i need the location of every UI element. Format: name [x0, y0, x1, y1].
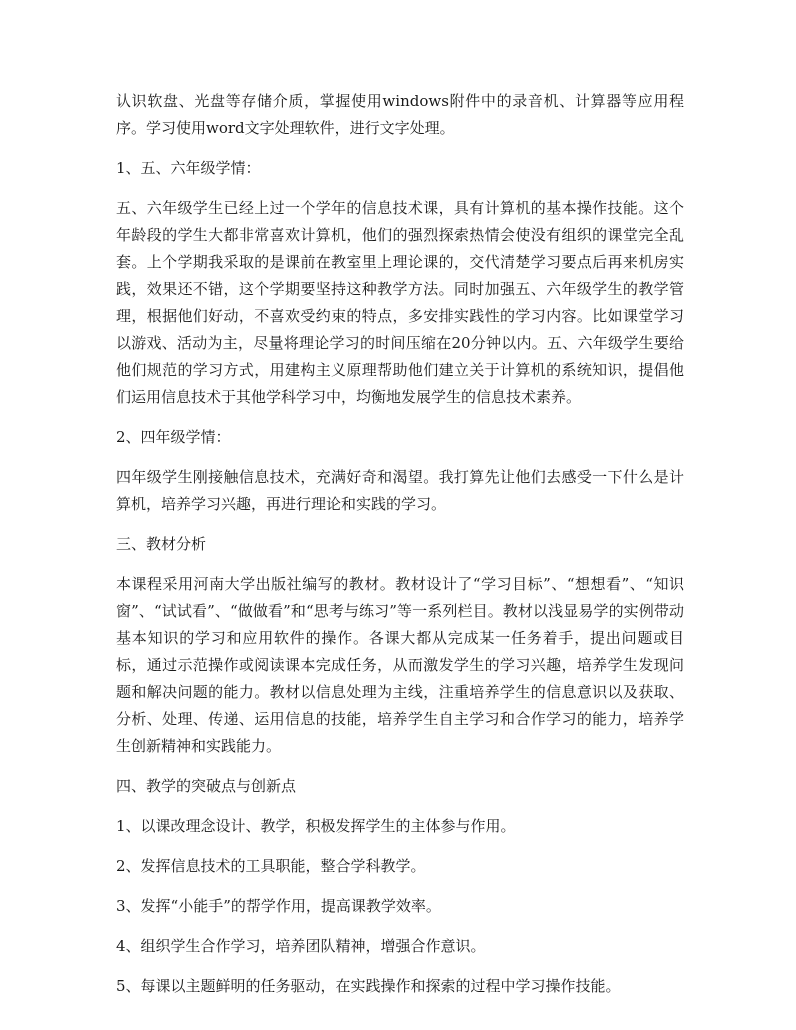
list-item-4: 4、组织学生合作学习，培养团队精神，增强合作意识。	[116, 937, 486, 955]
list-item-2: 2、发挥信息技术的工具职能，整合学科教学。	[116, 857, 426, 875]
heading-grade4: 2、四年级学情：	[116, 428, 231, 446]
paragraph-intro: 认识软盘、光盘等存储介质，掌握使用windows附件中的录音机、计算器等应用程序。学习使用word文字处理软件，进行文字处理。	[116, 92, 684, 137]
paragraph-textbook-analysis: 本课程采用河南大学出版社编写的教材。教材设计了“学习目标”、“想想看”、“知识窗”、“试试看”、“做做看”和“思考与练习”等一系列栏目。教材以浅显易学的实例带动基本知识的学习和应用软件的操作。各课大都从完成某一任务着手，提出问题或目标，通过示范操作或阅读课本完成任务，从而激发学生的学习兴趣，培养学生发现问题和解决问题的能力。教材以信息处理为主线，注重培养学生的信息意识以及获取、分析、处理、传递、运用信息的技能，培养学生自主学习和合作学习的能力，培养学生创新精神和实践能力。	[116, 575, 684, 755]
document-body	[116, 88, 684, 1013]
heading-textbook-analysis: 三、教材分析	[116, 535, 207, 553]
paragraph-grade4: 四年级学生刚接触信息技术，充满好奇和渴望。我打算先让他们去感受一下什么是计算机，培养学习兴趣，再进行理论和实践的学习。	[116, 468, 684, 513]
heading-grade56: 1、五、六年级学情：	[116, 159, 261, 177]
paragraph-grade56: 五、六年级学生已经上过一个学年的信息技术课，具有计算机的基本操作技能。这个年龄段的学生大都非常喜欢计算机，他们的强烈探索热情会使没有组织的课堂完全乱套。上个学期我采取的是课前在教室里上理论课的，交代清楚学习要点后再来机房实践，效果还不错，这个学期要坚持这种教学方法。同时加强五、六年级学生的教学管理，根据他们好动，不喜欢受约束的特点，多安排实践性的学习内容。比如课堂学习以游戏、活动为主，尽量将理论学习的时间压缩在20分钟以内。五、六年级学生要给他们规范的学习方式，用建构主义原理帮助他们建立关于计算机的系统知识，提倡他们运用信息技术于其他学科学习中，均衡地发展学生的信息技术素养。	[116, 199, 684, 406]
heading-innovation-points: 四、教学的突破点与创新点	[116, 777, 297, 795]
list-item-3: 3、发挥“小能手”的帮学作用，提高课教学效率。	[116, 897, 441, 915]
list-item-1: 1、以课改理念设计、教学，积极发挥学生的主体参与作用。	[116, 817, 516, 835]
list-item-5: 5、每课以主题鲜明的任务驱动，在实践操作和探索的过程中学习操作技能。	[116, 977, 621, 995]
